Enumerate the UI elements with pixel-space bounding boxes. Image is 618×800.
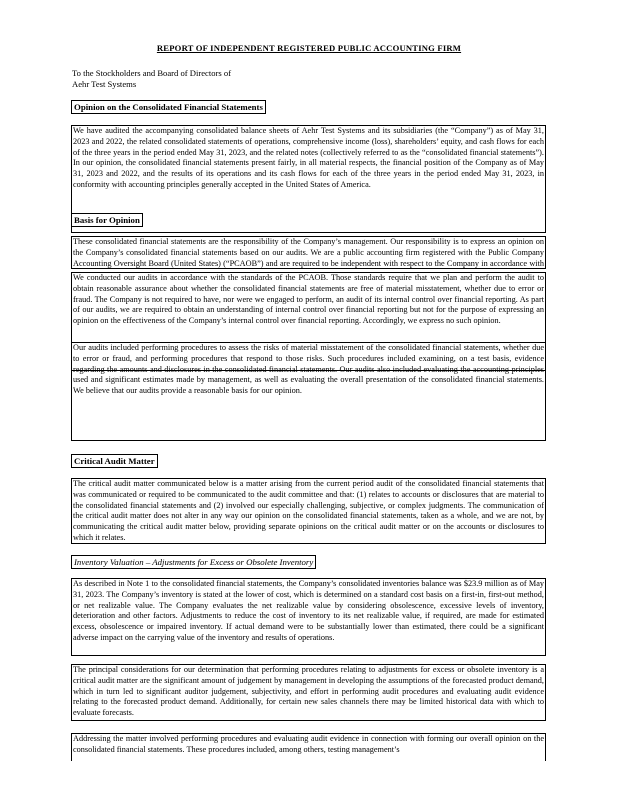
inventory-paragraph-2: The principal considerations for our determination that performing procedures relating to adjustments for excess or obsolete inventory is a critical audit matter are the significant amount of judgement by management in developing the assumptions of the forecasted product demand, which in turn led to significant auditor judgement, subjectivity, and effort in performing audit procedures and evaluating audit evidence relating to the forecasted product demand. Additionally, for certain new sales channels there may be limited historical data with which to evaluate forecasts.	[71, 664, 546, 721]
opinion-heading: Opinion on the Consolidated Financial Statements	[71, 100, 266, 114]
critical-audit-matter-heading: Critical Audit Matter	[71, 454, 158, 468]
report-title: REPORT OF INDEPENDENT REGISTERED PUBLIC ACCOUNTING FIRM	[156, 43, 462, 53]
basis-paragraph-2: We conducted our audits in accordance with the standards of the PCAOB. Those standards require that we plan and perform the audit to obtain reasonable assurance about whether the consolidated financial statements are free of material misstatement, whether due to error or fraud. The Company is not required to have, nor were we engaged to perform, an audit of its internal control over financial reporting. As part of our audits, we are required to obtain an understanding of internal control over financial reporting but not for the purpose of expressing an opinion on the effectiveness of the Company’s internal control over financial reporting. Accordingly, we express no such opinion.	[71, 272, 546, 371]
inventory-paragraph-3: Addressing the matter involved performing procedures and evaluating audit evidence in connection with forming our overall opinion on the consolidated financial statements. These procedures included, among others, testing management’s	[71, 733, 546, 761]
addressee-line-1: To the Stockholders and Board of Directors of	[72, 68, 232, 78]
basis-paragraph-1: These consolidated financial statements are the responsibility of the Company’s management. Our responsibility is to express an opinion on the Company’s consolidated financial statements based on our audits. We are a public accounting firm registered with the Public Company Accounting Oversight Board (United States) (“PCAOB”) and are required to be independent with respect to the Company in accordance with	[73, 237, 544, 268]
addressee-line-2: Aehr Test Systems	[72, 79, 137, 89]
inventory-paragraph-1: As described in Note 1 to the consolidated financial statements, the Company’s consolidated inventories balance was $23.9 million as of May 31, 2023. The Company’s inventory is stated at the lower of cost, which is determined on a standard cost basis on a first-in, first-out method, or net realizable value. The Company evaluates the net realizable value by considering obsolescence, excessive levels of inventory, deterioration and other factors. Adjustments to reduce the cost of inventory to its net realizable value, if required, are made for estimated excess, obsolescence or impaired inventory. If actual demand were to be substantially lower than estimated, there could be a significant adverse impact on the carrying value of the inventory and results of operations.	[71, 578, 546, 656]
basis-heading: Basis for Opinion	[71, 213, 143, 227]
basis-paragraph-3: Our audits included performing procedures to assess the risks of material misstatement of the consolidated financial statements, whether due to error or fraud, and performing procedures that respond to those risks. Such procedures included examining, on a test basis, evidence regarding the amounts and disclosures in the consolidated financial statements. Our audits also included evaluating the accounting principles used and significant estimates made by management, as well as evaluating the overall presentation of the consolidated financial statements. We believe that our audits provide a reasonable basis for our opinion.	[71, 342, 546, 441]
opinion-paragraph: We have audited the accompanying consolidated balance sheets of Aehr Test Systems and its subsidiaries (the “Company”) as of May 31, 2023 and 2022, the related consolidated statements of operations, comprehensive income (loss), shareholders’ equity, and cash flows for each of the three years in the period ended May 31, 2023, and the related notes (collectively referred to as the “consolidated financial statements”). In our opinion, the consolidated financial statements present fairly, in all material respects, the financial position of the Company as of May 31, 2023 and 2022, and the results of its operations and its cash flows for each of the three years in the period ended May 31, 2023, in conformity with accounting principles generally accepted in the United States of America.	[71, 125, 546, 233]
inventory-valuation-heading: Inventory Valuation – Adjustments for Excess or Obsolete Inventory	[71, 555, 316, 569]
critical-audit-matter-paragraph: The critical audit matter communicated below is a matter arising from the current period audit of the consolidated financial statements that was communicated or required to be communicated to the audit committee and that: (1) relates to accounts or disclosures that are material to the consolidated financial statements and (2) involved our especially challenging, subjective, or complex judgments. The communication of the critical audit matter does not alter in any way our opinion on the consolidated financial statements, taken as a whole, and we are not, by communicating the critical audit matter below, providing separate opinions on the critical audit matter or on the accounts or disclosures to which it relates.	[71, 478, 546, 544]
addressee-block	[72, 68, 231, 90]
